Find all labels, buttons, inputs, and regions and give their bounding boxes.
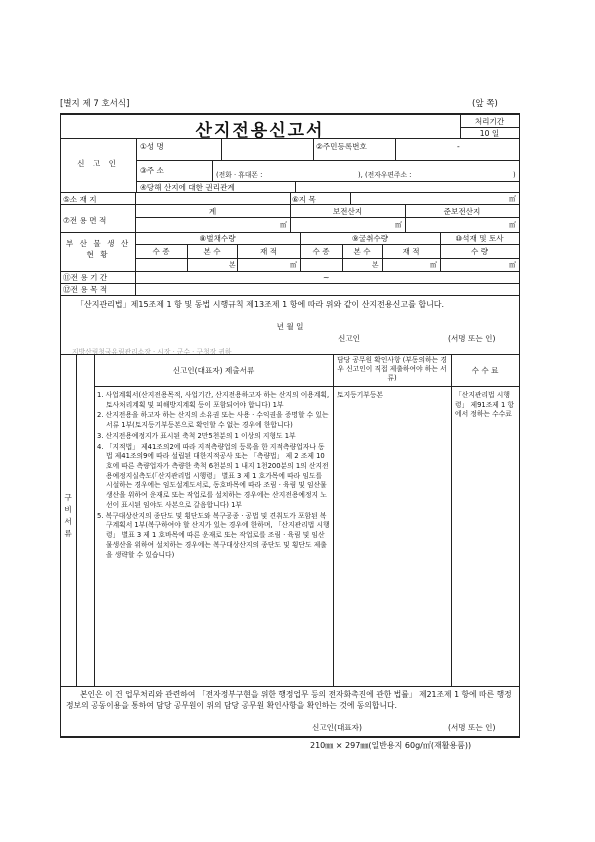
declaration-text: 「산지관리법」제15조제 1 항 및 동법 시행규칙 제13조제 1 항에 따라 위와 같이 산지전용신고를 합니다. — [76, 300, 445, 309]
documents-side-label: 구 비 서 류 — [64, 493, 72, 539]
addressee-faded-line: 지방산림청국유림관리소장 · 시장 · 군수 · 구청장 귀하 — [72, 348, 232, 356]
rrn-label: ②주민등록번호 — [316, 142, 367, 151]
document-item-1: 1. 사업계획서(산지전용목적, 사업기간, 산지전용하고자 하는 산지의 이용계획, 토사처리계획 및 피해방지계획 등이 포함되어야 합니다) 1부 — [97, 391, 330, 409]
processing-period-label: 처리기간 — [474, 117, 505, 126]
period-label: ⑪전 용 기 간 — [63, 273, 108, 282]
rrn-dash: - — [457, 142, 460, 151]
timber-count-unit: 본 — [229, 261, 236, 269]
rights-label: ④당해 산지에 대한 권리관계 — [140, 183, 235, 192]
purpose-label: ⑫전 용 목 적 — [63, 285, 108, 294]
consent-text: 본인은 이 건 업무처리와 관련하여 「전자정부구현을 위한 행정업무 등의 전자화촉진에 관한 법률」 제21조제 1 항에 따른 행정정보의 공동이용을 통하여 담당 공무원이 위의 담당 공무원 확인사항을 확인하는 것에 동의합니다. — [66, 690, 512, 711]
documents-fee-header: 수 수 료 — [471, 366, 499, 375]
stone-quantity-unit: ㎥ — [509, 261, 516, 269]
document-item-5: 5. 복구대상산지의 종단도 및 횡단도와 복구공종 · 공법 및 견취도가 포함된 복구계획서 1부(복구하여야 할 산지가 있는 경우에 한하며, 「산지관리법 시행령」 별표 3 제 1 호바목에 따른 운재로 또는 작업로를 조림 · 육림 및 임산물생산을 위하여 설치하는 경우에는 복구대상산지의 종단도 및 횡단도 제출을 생략할 수 있습니다) — [97, 511, 330, 559]
area-preserved-unit: ㎡ — [395, 221, 402, 229]
stone-soil-label: ⑩석재 및 토사 — [455, 234, 504, 243]
timber-count: 본 수 — [203, 247, 221, 256]
category-unit: ㎡ — [509, 195, 516, 203]
dig-label: ⑨굴취수량 — [351, 234, 389, 243]
dig-count-unit: 본 — [372, 261, 379, 269]
document-item-3: 3. 산지전용예정지가 표시된 축척 2만5천분의 1 이상의 지형도 1부 — [97, 431, 296, 440]
area-semi-unit: ㎡ — [509, 221, 516, 229]
form-number: [별지 제 7 호서식] — [60, 99, 130, 109]
timber-volume: 재 적 — [259, 247, 278, 256]
area-total-unit: ㎡ — [280, 221, 287, 229]
dig-volume: 재 적 — [402, 247, 420, 256]
email-end: ) — [513, 171, 516, 179]
period-separator: ~ — [323, 273, 330, 282]
declaration-sign-note: (서명 또는 인) — [448, 334, 496, 343]
declaration-signer: 신고인 — [338, 334, 361, 343]
consent-sign-note: (서명 또는 인) — [448, 723, 496, 732]
address-label: ③주 소 — [140, 166, 164, 175]
document-item-4: 4. 「지적법」 제41조의2에 따라 지적측량업의 등록을 한 지적측량업자나 동법 제41조의9에 따라 설립된 대한지적공사 또는 「측량법」 제 2 조제 10호에 따른 측량업자가 측량한 축척 6천분의 1 내지 1천200분의 1의 산지전용예정지실측도(「산지관리법 시행령」 별표 3 제 1 호가목에 따라 임도를 시설하는 경우에는 임도설계도서로, 동호바목에 따라 조림 · 육림 및 임산물생산을 위하여 운재로 또는 작업로를 설치하는 경우에는 산지전용예정지 노선이 표시된 임야도 사본으로 갈음합니다) 1부 — [97, 442, 329, 509]
phone-label: (전화 · 휴대폰 : — [216, 171, 263, 179]
name-label: ①성 명 — [140, 142, 164, 151]
consent-signer: 신고인(대표자) — [312, 723, 362, 732]
paper-spec-footer: 210㎜ × 297㎜(일반용지 60g/㎡(재활용품)) — [310, 741, 472, 750]
location-label: ⑤소 재 지 — [63, 195, 97, 204]
area-preserved-label: 보전산지 — [332, 207, 363, 216]
fee-text: 「산지관리법 시행령」 제91조제 1 항에서 정하는 수수료 — [455, 391, 515, 419]
documents-list — [97, 391, 330, 560]
page-side-label: (앞 쪽) — [472, 99, 498, 109]
documents-applicant-header: 신고인(대표자) 제출서류 — [172, 366, 255, 375]
declaration-date: 년 월 일 — [276, 322, 304, 331]
land-category-label: ⑥지 목 — [292, 195, 316, 204]
byproduct-label: 부 산 물 생 산 현 황 — [65, 239, 131, 260]
dig-volume-unit: ㎥ — [430, 261, 437, 269]
timber-species: 수 종 — [152, 247, 170, 256]
dig-species: 수 종 — [312, 247, 330, 256]
area-label: ⑦전 용 면 적 — [63, 216, 107, 225]
area-semi-preserved-label: 준보전산지 — [443, 207, 481, 216]
documents-official-header: 담당 공무원 확인사항 (부동의하는 경우 신고인이 직접 제출하여야 하는 서류) — [337, 356, 447, 383]
form-title: 산지전용신고서 — [195, 121, 325, 141]
applicant-section-label: 신 고 인 — [77, 159, 119, 168]
timber-volume-unit: ㎥ — [290, 261, 297, 269]
email-label: ), (전자우편주소 : — [358, 171, 412, 179]
stone-quantity: 수 량 — [470, 247, 489, 256]
official-item: 토지등기부등본 — [337, 391, 383, 399]
document-item-2: 2. 산지전용을 하고자 하는 산지의 소유권 또는 사용 · 수익권을 증명할 수 있는 서류 1부(토지등기부등본으로 확인할 수 없는 경우에 한합니다) — [97, 411, 329, 430]
processing-period-value: 10 일 — [479, 129, 500, 138]
area-total-label: 계 — [208, 207, 217, 216]
dig-count: 본 수 — [353, 247, 371, 256]
timber-label: ⑧벌채수량 — [199, 234, 236, 243]
